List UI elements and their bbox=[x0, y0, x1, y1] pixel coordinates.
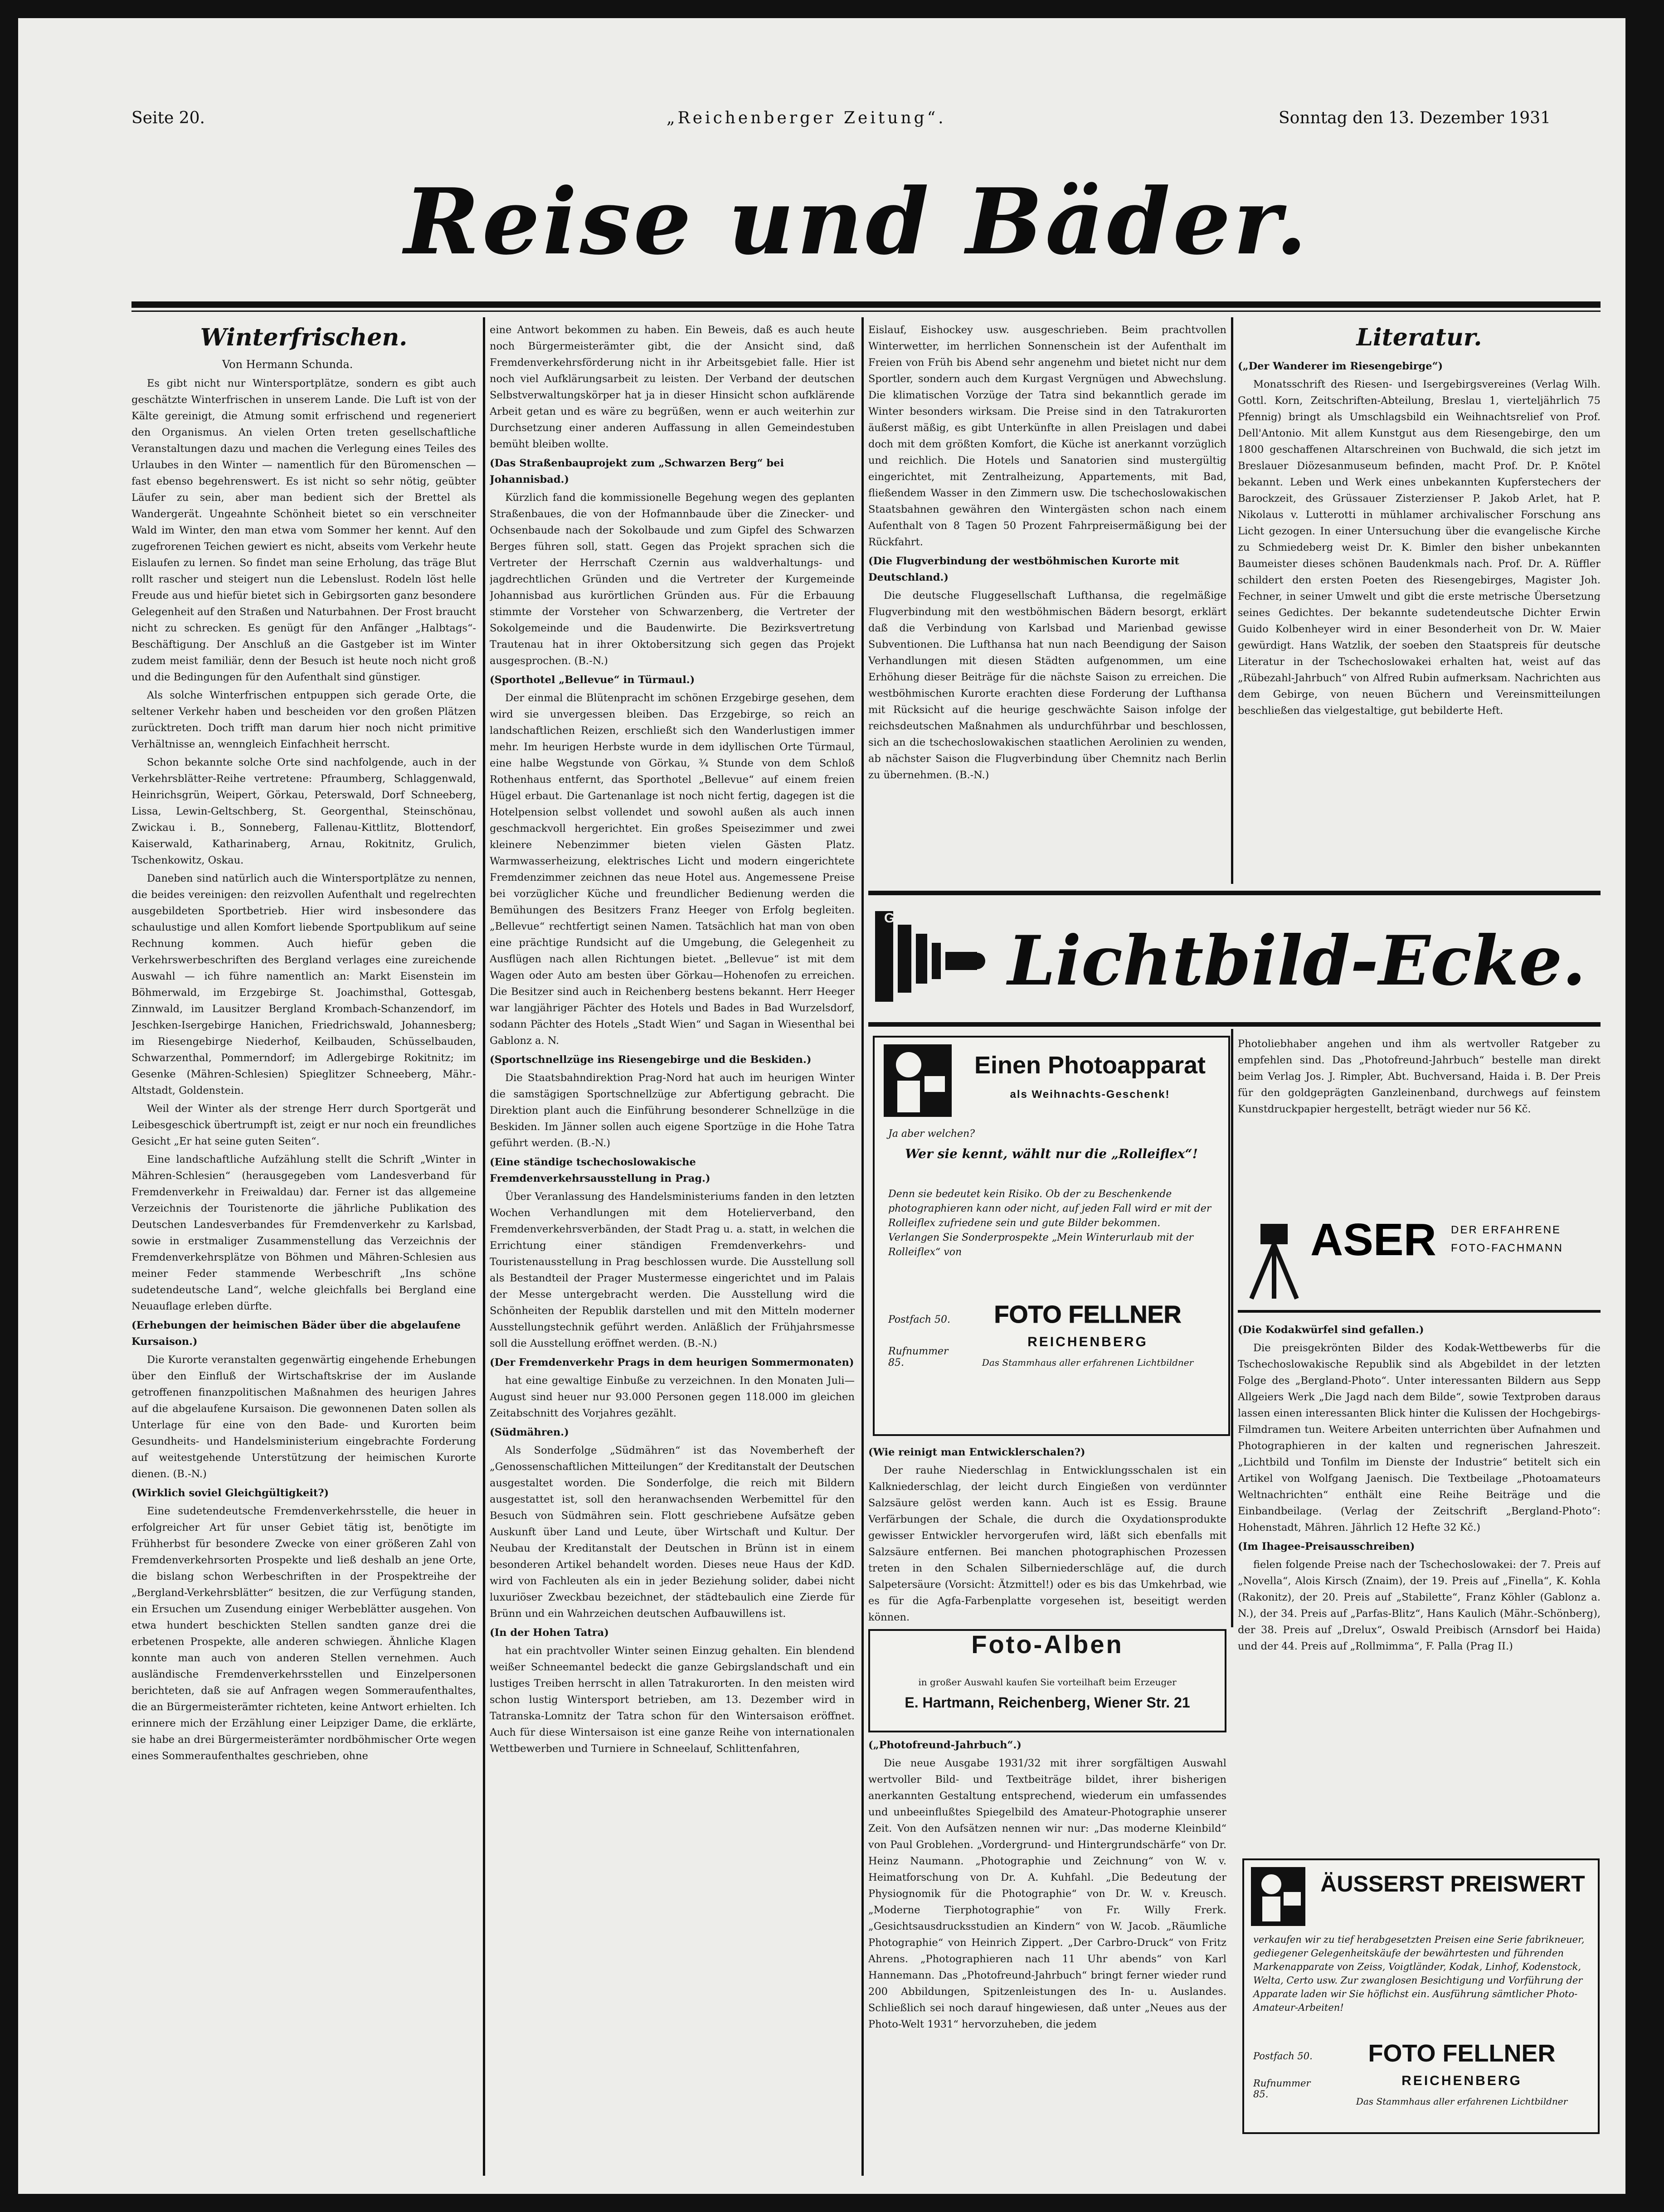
newspaper-page bbox=[18, 18, 1625, 2194]
paragraph: Weil der Winter als der strenge Herr durch Sportgerät und Leibesgeschick übertrumpft ist, zeigt er nur noch ein freundliches Gesicht „Er hat seine guten Seiten“. bbox=[131, 1103, 476, 1147]
paragraph: Die Kurorte veranstalten gegenwärtig eingehende Erhebungen über den Einfluß der Wirtschaftskrise der im Auslande getroffenen finanzpolitischen Maßnahmen des heurigen Jahres auf die abgelaufene Kursaison. Die gewonnenen Daten sollen als Unterlage für eine von den Bade- und Kurorten beim Gesundheits- und Handelsministerium eingebrachte Forderung auf weitestgehende Unterstützung der heimischen Kurorte dienen. (B.-N.) bbox=[131, 1354, 476, 1480]
column-divider bbox=[861, 317, 864, 2176]
subheading: („Der Wanderer im Riesengebirge“) bbox=[1238, 360, 1443, 372]
paragraph: Als solche Winterfrischen entpuppen sich gerade Orte, die seltener Verkehr haben und bescheiden vor den großen Plätzen zurücktreten. Doch trifft man darum hier noch nicht primitive Verhältnisse an, wenngleich Einfachheit herrscht. bbox=[131, 689, 476, 750]
lichtbild-column-right-top bbox=[1238, 1036, 1601, 1203]
article-author: Von Hermann Schunda. bbox=[222, 358, 353, 371]
paragraph: Eislauf, Eishockey usw. ausgeschrieben. Beim prachtvollen Winterwetter, im herrlichen Sonnenschein ist der Aufenthalt im Freien von Früh bis Abend sehr angenehm und bietet nicht nur dem Sportler, sondern auch dem Kurgast Vergnügen und Abwechslung. Die klimatischen Vorzüge der Tatra sind bekanntlich gerade im Winter besonders wirksam. Die Preise sind in den Tatrakurorten äußerst mäßig, es gibt Unterkünfte in allen Preislagen und dabei doch mit dem größten Komfort, die Küche ist anerkannt vorzüglich und reichlich. Die Hotels und Sanatorien sind mustergültig eingerichtet, mit Zentralheizung, Appartements, mit Bad, fließendem Wasser in den Zimmern usw. Die tschechoslowakischen Staatsbahnen gewähren den Wintergästen schon nach einem Aufenthalt von 8 Tagen 50 Prozent Fahrpreisermäßigung bei der Rückfahrt. bbox=[868, 324, 1226, 548]
aser-sub1: DER ERFAHRENE bbox=[1451, 1224, 1562, 1236]
paragraph: Eine landschaftliche Aufzählung stellt die Schrift „Winter in Mähren-Schlesien“ (herausgegeben vom Landesverband für Fremdenverkehr in Freiwaldau) dar. Ferner ist das allgemeine Verzeichnis der Touristenorte die jährliche Publikation des Deutschen Landesverbandes für Fremdenverkehr zu Karlsbad, sowie in erstmaliger Zusammenstellung das Verzeichnis der Fremdenverkehrsplätze von Böhmen und Mähren-Schlesien aus meiner Feder stammende Werbeschrift „Ins schöne sudetendeutsche Land“, welche gleichfalls bei Bergland eine Neuauflage erleben dürfte. bbox=[131, 1154, 476, 1312]
aser-name: ASER bbox=[1310, 1214, 1436, 1265]
paragraph: eine Antwort bekommen zu haben. Ein Beweis, daß es auch heute noch Bürgermeisterämter gibt, die der Ansicht sind, daß Fremdenverkehrsförderung nicht in ihr Arbeitsgebiet falle. Hier ist noch viel Aufklärungsarbeit zu leisten. Der Verband der deutschen Selbstverwaltungskörper hat ja in dieser Hinsicht schon aufklärende Arbeit getan und es wäre zu begrüßen, wenn er auch weiterhin zur Durchsetzung einer anderen Auffassung in allen Gemeindestuben bemüht bleiben wollte. bbox=[490, 324, 855, 450]
subheading: (Die Kodakwürfel sind gefallen.) bbox=[1238, 1324, 1424, 1336]
aser-ad bbox=[1238, 1206, 1601, 1313]
camera-icon bbox=[871, 902, 988, 1020]
subheading: (Die Flugverbindung der westböhmischen Kurorte mit Deutschland.) bbox=[868, 555, 1179, 583]
fellner-city: REICHENBERG bbox=[1401, 2073, 1522, 2088]
ad-line: Ja aber welchen? bbox=[888, 1128, 975, 1140]
issue-date: Sonntag den 13. Dezember 1931 bbox=[1279, 109, 1551, 127]
paragraph: Die neue Ausgabe 1931/32 mit ihrer sorgfältigen Auswahl wertvoller Bild- und Textbeiträge bildet, ihrer bisherigen anerkannten Gestaltung entsprechend, wiederum ein umfassendes und unbeeinflußtes Spiegelbild des Amateur-Photographie unserer Zeit. Von den Aufsätzen nennen wir nur: „Das moderne Kleinbild“ von Paul Groblehen. „Vordergrund- und Hintergrundschärfe“ von Dr. Heinz Naumann. „Photographie und Zeichnung“ von W. v. Heimatforschung von Dr. A. Kuhfahl. „Die Bedeutung der Physiognomik für die Photographie“ von Dr. W. v. Kreusch. „Moderne Tierphotographie“ von Fr. Willy Frerk. „Gesichtsausdrucksstudien an Kindern“ von W. Jacob. „Räumliche Photographie“ von Heinrich Zippert. „Der Carbro-Druck“ von Fritz Ahrens. „Photographieren nach 11 Uhr abends“ von Karl Hannemann. Das „Photofreund-Jahrbuch“ bringt ferner wieder rund 200 Abbildungen, Spitzenleistungen des In- u. Auslandes. Schließlich sei noch darauf hingewiesen, daß unter „Neues aus der Photo-Welt 1931“ hervorzuheben, die jedem bbox=[868, 1757, 1226, 2030]
lichtbild-column-right bbox=[1238, 1319, 1601, 1840]
tripod-icon bbox=[1242, 1210, 1306, 1301]
banner-rule-bottom bbox=[868, 1022, 1601, 1027]
subheading: (In der Hohen Tatra) bbox=[490, 1627, 609, 1639]
paragraph: Photoliebhaber angehen und ihm als wertvoller Ratgeber zu empfehlen sind. Das „Photofreund-Jahrbuch“ bestelle man direkt beim Verlag Jos. J. Rimpler, Abt. Buchversand, Haida i. B. Der Preis für den goldgeprägten Ganzleinenband, durchwegs auf feinstem Kunstdruckpapier hergestellt, beträgt wieder nur 56 Kč. bbox=[1238, 1038, 1601, 1115]
lichtbild-column-left bbox=[868, 1441, 1226, 2176]
paragraph: hat ein prachtvoller Winter seinen Einzug gehalten. Ein blendend weißer Schneemantel bedeckt die ganze Gebirgslandschaft und ein lustiges Treiben herrscht in allen Tatrakurorten. In den meisten wird schon lustig Wintersport betrieben, am 13. Dezember wird in Tatranska-Lomnitz der Tatra schon für den Wintersaison eröffnet. Auch für diese Wintersaison ist eine ganze Reihe von internationalen Wettbewerben und Turniere in Schneelauf, Schlittenfahren, bbox=[490, 1645, 855, 1755]
paragraph: Daneben sind natürlich auch die Wintersportplätze zu nennen, die beides vereinigen: den reizvollen Aufenthalt und regelrechten ausgebildeten Sportbetrieb. Hier wird insbesondere das schaulustige und allen Komfort liebende Sportpublikum auf seine Rechnung kommen. Auch hiefür geben die Verkehrswerbeschriften des Bergland verlages eine zureichende Auswahl — ich führe namentlich an: Markt Eisenstein im Böhmerwald, im Erzgebirge St. Joachimsthal, Gottesgab, Zinnwald, im Lausitzer Bergland Krombach-Schanzendorf, im Jeschken-Isergebirge Hanichen, Friedrichswald, Johannesberg; im Riesengebirge Niederhof, Keilbauden, Schüsselbauden, Schwarzenthal, Pommerndorf; im Adlergebirge Rokitnitz; im Gesenke (Mähren-Schlesien) Spieglitzer Schneeberg, Mähr.-Altstadt, Goldenstein. bbox=[131, 873, 476, 1096]
column-divider bbox=[1231, 1029, 1233, 1627]
preiswert-body: verkaufen wir zu tief herabgesetzten Preisen eine Serie fabrikneuer, gediegener Gelegenheitskäufe der bewährtesten und führenden Markenapparate von Zeiss, Voigtländer, Kodak, Linhof, Kodenstock, Welta, Certo usw. Zur zwanglosen Besichtigung und Vorführung der Apparate laden wir Sie höflichst ein. Ausführung sämtlicher Photo-Amateur-Arbeiten! bbox=[1253, 1934, 1585, 2013]
foto-fellner-ad bbox=[873, 1036, 1230, 1436]
fellner-tagline: Das Stammhaus aller erfahrenen Lichtbildner bbox=[1356, 2096, 1568, 2107]
subheading: (Im Ihagee-Preisausschreiben) bbox=[1238, 1541, 1415, 1552]
ad-phone: Rufnummer 85. bbox=[1253, 2078, 1311, 2100]
literature-title: Literatur. bbox=[1356, 324, 1482, 351]
subheading: (Das Straßenbauprojekt zum „Schwarzen Berg“ bei Johannisbad.) bbox=[490, 457, 784, 485]
subheading: (Der Fremdenverkehr Prags in dem heurigen Sommermonaten) bbox=[490, 1357, 854, 1368]
fellner-city: REICHENBERG bbox=[1027, 1334, 1148, 1349]
paragraph: Es gibt nicht nur Wintersportplätze, sondern es gibt auch geschätzte Winterfrischen in unserem Lande. Die Luft ist von der Kälte gereinigt, die Atmung somit erfrischend und regeneriert den Organismus. An vielen Orten treten gesellschaftliche Veranstaltungen dazu und machen die Verlegung eines Teiles des Urlaubes in den Winter — namentlich für den Büromenschen — fast ebenso begehrenswert. Es ist nicht so sehr nötig, geübter Läufer zu sein, aber man bedient sich der Brettel als Wandergerät. Ungeahnte Schönheit bietet so ein verschneiter Wald im Winter, den man etwa vom Sommer her kennt. Auf den zugefrorenen Teichen gewiert es nicht, abseits vom Verkehr heute Eislaufen zu lernen. So findet man seine Erholung, das träge Blut rollt rascher und steigert nun die Lebenslust. Rodeln löst helle Freude aus und hiefür bietet sich in Gebirgsorten ganz besondere Gelegenheit auf den Straßen und Naturbahnen. Der Frost braucht nicht zu schrecken. Es genügt für den Anfänger „Halbtags“-Beschäftigung. Der Anschluß an die Gastgeber ist im Winter zudem meist familiär, denn der Besuch ist heute noch nicht groß und die Bedingungen für den Aufenthalt sind günstiger. bbox=[131, 378, 476, 683]
section-masthead: Reise und Bäder. bbox=[404, 169, 1310, 275]
paper-name: „Reichenberger Zeitung“. bbox=[667, 109, 946, 127]
paragraph: Schon bekannte solche Orte sind nachfolgende, auch in der Verkehrsblätter-Reihe vertretene: Pfraumberg, Schlaggenwald, Heinrichsgrün, Weipert, Görkau, Peterswald, Dorf Schneeberg, Lissa, Lewin-Geltschberg, St. Georgenthal, Steinschönau, Zwickau i. B., Sonneberg, Fallenau-Kittlitz, Blottendorf, Kaiserwald, Katharinaberg, Arnau, Rokitnitz, Grulich, Tschenkowitz, Oskau. bbox=[131, 757, 476, 866]
preiswert-headline: ÄUSSERST PREISWERT bbox=[1320, 1871, 1585, 1897]
paragraph: Der einmal die Blütenpracht im schönen Erzgebirge gesehen, dem wird sie unvergessen bleiben. Das Erzgebirge, so reich an landschaftlichen Reizen, erschließt sich den Wanderlustigen immer mehr. Im heurigen Herbste wurde in dem idyllischen Orte Türmaul, eine halbe Wegstunde von Görkau, ¾ Stunde von dem Schloß Rothenhaus entfernt, das Sporthotel „Bellevue“ auf einem freien Hügel erbaut. Die Gartenanlage ist noch nicht fertig, dagegen ist die Hotelpension selbst vollendet und sowohl außen als auch innen geschmackvoll hergerichtet. Ein großes Speisezimmer und zwei kleinere Nebenzimmer bieten vielen Gästen Platz. Warmwasserheizung, elektrisches Licht und modern eingerichtete Fremdenzimmer zeichnen das neue Hotel aus. Angemessene Preise bei vorzüglicher Küche und freundlicher Bedienung werden die Bemühungen des Besitzers Franz Heeger von Erfolg begleiten. „Bellevue“ rechtfertigt seinen Namen. Tatsächlich hat man von oben eine prächtige Rundsicht auf die Umgebung, die Gelegenheit zu Ausflügen nach allen Richtungen bietet. „Bellevue“ ist mit dem Wagen oder Auto am besten über Görkau—Hohenofen zu erreichen. Die Besitzer sind auch in Reichenberg bestens bekannt. Herr Heeger war langjähriger Pächter des Hotels und Bades in Bad Wurzelsdorf, sodann Pächter des Hotels „Stadt Wien“ und Sagan in Wiesenthal bei Gablonz a. N. bbox=[490, 692, 855, 1047]
svg-text:G: G bbox=[884, 911, 895, 926]
paragraph: Die deutsche Fluggesellschaft Lufthansa, die regelmäßige Flugverbindung mit den westböhmischen Bädern besorgt, erklärt daß die Verbindung von Karlsbad und Marienbad gewisse Subventionen. Die Lufthansa hat nun nach Beendigung der Saison Verhandlungen mit diesen Städten aufgenommen, um eine Erhöhung dieser Beiträge für die nächste Saison zu erreichen. Die westböhmischen Kurorte erachten diese Forderung der Lufthansa mit Rücksicht auf die heurige geschwächte Saison infolge der reichsdeutschen Maßnahmen als undurchführbar und beschlossen, sich an die tschechoslowakischen staatlichen Aerolinien zu wenden, ab nächster Saison die Flugverbindung über Chemnitz nach Berlin zu übernehmen. (B.-N.) bbox=[868, 590, 1226, 781]
article-column-1 bbox=[131, 322, 476, 2176]
column-divider bbox=[483, 317, 485, 2176]
fotoalben-title: Foto-Alben bbox=[971, 1630, 1124, 1659]
photographer-icon bbox=[1251, 1867, 1305, 1926]
literature-column bbox=[1238, 322, 1601, 884]
ad-subheadline: als Weihnachts-Geschenk! bbox=[1010, 1088, 1170, 1101]
ad-phone: Rufnummer 85. bbox=[888, 1346, 949, 1368]
ad-body: Denn sie bedeutet kein Risiko. Ob der zu Beschenkende photographieren kann oder nicht, auf jeden Fall wird er mit der Rolleiflex zufriedene sein und gute Bilder bekommen. Verlangen Sie Sonderprospekte „Mein Winterurlaub mit der Rolleiflex“ von bbox=[888, 1188, 1212, 1258]
page-number: Seite 20. bbox=[131, 109, 205, 127]
fellner-logo: FOTO FELLNER bbox=[1368, 2040, 1556, 2067]
subheading: (Eine ständige tschechoslowakische Fremdenverkehrsausstellung in Prag.) bbox=[490, 1156, 710, 1184]
foto-alben-ad bbox=[868, 1629, 1226, 1732]
column-divider bbox=[1231, 317, 1233, 884]
paragraph: fielen folgende Preise nach der Tschechoslowakei: der 7. Preis auf „Novella“, Alois Kirsch (Znaim), der 19. Preis auf „Finella“, K. Kohla (Rakonitz), der 20. Preis auf „Stabilette“, Franz Köhler (Gablonz a. N.), der 34. Preis auf „Parfas-Blitz“, Hans Kaulich (Mähr.-Schönberg), der 38. Preis auf „Drelux“, Oswald Preibisch (Arnsdorf bei Haida) und der 44. Preis auf „Rollmimma“, F. Palla (Prag II.) bbox=[1238, 1559, 1601, 1652]
article-column-2 bbox=[490, 322, 855, 2176]
paragraph: Die preisgekrönten Bilder des Kodak-Wettbewerbs für die Tschechoslowakische Republik sind als Abgebildet in der letzten Folge des „Bergland-Photo“. Unter interessanten Bildern aus Sepp Allgeiers Werk „Die Jagd nach dem Bilde“, sowie Textproben daraus lassen einen interessanten Blick hinter die Kulissen der Hochgebirgs-Filmdramen tun. Weitere Arbeiten unterrichten über Aufnahmen und Photographieren in der kalten und regnerischen Jahreszeit. „Lichtbild und Tonfilm im Dienste der Industrie“ betitelt sich ein Artikel von Wolfgang Jaenisch. Die Textbeilage „Photoamateurs Weltnachrichten“ enthält eine Reihe Beiträge und die Einbandbeilage. (Verlag der Zeitschrift „Bergland-Photo“: Hohenstadt, Mähren. Jährlich 12 Hefte 32 Kč.) bbox=[1238, 1342, 1601, 1533]
foto-fellner-ad-preiswert bbox=[1242, 1858, 1600, 2134]
ad-postfach: Postfach 50. bbox=[1253, 2051, 1313, 2062]
subheading: (Sporthotel „Bellevue“ in Türmaul.) bbox=[490, 674, 695, 686]
article-title: Winterfrischen. bbox=[200, 324, 408, 351]
ad-postfach: Postfach 50. bbox=[888, 1314, 951, 1325]
paragraph: Eine sudetendeutsche Fremdenverkehrsstelle, die heuer in erfolgreicher Art für unser Gebiet tätig ist, benötigte im Frühherbst für besondere Zwecke von einer größeren Zahl von Fremdenverkehrsorten Prospekte und ließ deshalb an jene Orte, die bislang schon Werbeschriften in der Prospektreihe der „Bergland-Verkehrsblätter“ besitzen, die zur Verfügung standen, ein Ersuchen um Zusendung einiger Werbeblätter ausgehen. Von etwa hundert beschickten Stellen sandten ganze drei die erbetenen Prospekte, alle anderen schwiegen. Ähnliche Klagen konnte man auch von anderen Stellen vernehmen. Auch ausländische Fremdenverkehrsstellen und Einzelpersonen berichteten, daß sie auf Anfragen wegen Sommeraufenthaltes, die an Bürgermeisterämter richteten, keine Antwort erhielten. Ich erinnere mich der Erzählung einer Leipziger Dame, die erklärte, sie habe an drei Bürgermeisterämter nordböhmischer Orte wegen eines Sommeraufenthaltes geschrieben, ohne bbox=[131, 1505, 476, 1762]
subheading: (Sportschnellzüge ins Riesengebirge und die Beskiden.) bbox=[490, 1054, 812, 1066]
masthead-rule bbox=[131, 301, 1601, 308]
fotoalben-sub: in großer Auswahl kaufen Sie vorteilhaft beim Erzeuger bbox=[918, 1677, 1177, 1688]
article-column-3 bbox=[868, 322, 1226, 884]
subheading: (Südmähren.) bbox=[490, 1426, 569, 1438]
banner-rule-top bbox=[868, 891, 1601, 895]
fellner-logo: FOTO FELLNER bbox=[994, 1301, 1182, 1328]
subheading: („Photofreund-Jahrbuch“.) bbox=[868, 1739, 1022, 1751]
paragraph: Über Veranlassung des Handelsministeriums fanden in den letzten Wochen Verhandlungen mit dem Hotelierverband, den Fremdenverkehrsverbänden, der Stadt Prag u. a. statt, in welchen die Errichtung einer ständigen Fremdenverkehrs- und Touristenausstellung in Prag beschlossen wurde. Die Ausstellung soll als Bestandteil der Prager Mustermesse eingerichtet und im Palais der Messe untergebracht werden. Die Ausstellung wird die Schönheiten der Republik darstellen und mit den Mitteln moderner Ausstellungstechnik geführt werden. Anläßlich der Frühjahrsmesse soll die Ausstellung eröffnet werden. (B.-N.) bbox=[490, 1191, 855, 1349]
masthead-thin-rule bbox=[131, 310, 1601, 312]
aser-sub2: FOTO-FACHMANN bbox=[1451, 1242, 1563, 1254]
subheading: (Erhebungen der heimischen Bäder über die abgelaufene Kursaison.) bbox=[131, 1319, 461, 1348]
paragraph: Der rauhe Niederschlag in Entwicklungsschalen ist ein Kalkniederschlag, der leicht durch Eingießen von verdünnter Salzsäure gelöst werden kann. Auch ist es Essig. Braune Verfärbungen der Schale, die durch die Oxydationsprodukte gewisser Entwickler hervorgerufen wird, läßt sich ebenfalls mit Salzsäure entfernen. Bei manchen photographischen Prozessen treten in den Schalen Silberniederschläge auf, die durch Salpetersäure (Vorsicht: Ätzmittel!) oder es bis das Umkehrbad, wie es für die Agfa-Farbenplatte vorgesehen ist, beseitigt werden können. bbox=[868, 1465, 1226, 1623]
subheading: (Wirklich soviel Gleichgültigkeit?) bbox=[131, 1487, 329, 1499]
ad-slogan: Wer sie kennt, wählt nur die „Rolleiflex“! bbox=[905, 1146, 1198, 1161]
paragraph: Monatsschrift des Riesen- und Isergebirgsvereines (Verlag Wilh. Gottl. Korn, Zeitschriften-Abteilung, Breslau 1, vierteljährlich 75 Pfennig) bringt als Umschlagsbild ein Weihnachtsrelief von Prof. Dell'Antonio. Mit allem Kunstgut aus dem Riesengebirge, den um 1800 geschaffenen Altarschreinen von Buchwald, die sich jetzt im Breslauer Diözesanmuseum befinden, macht Prof. Dr. P. Knötel bekannt. Leben und Werk eines unbekannten Kupferstechers der Barockzeit, des Grüssauer Zisterzienser P. Jakob Arlet, hat P. Nikolaus v. Lutterotti in mühlamer archivalischer Forschung ans Licht gezogen. In einer Untersuchung über die evangelische Kirche zu Schmiedeberg weist Dr. K. Bimler den bisher unbekannten Baumeister dieses schönen Baudenkmals nach. Prof. Dr. A. Rüffler schildert den ersten Poeten des Riesengebirges, Magister Joh. Fechner, in seiner Umwelt und gibt die erste metrische Übersetzung seines Gedichtes. Der bekannte sudetendeutsche Dichter Erwin Guido Kolbenheyer wird in einer Besonderheit von Dr. W. Maier gewürdigt. Hans Watzlik, der soeben den Staatspreis für deutsche Literatur in der Tschechoslowakei erhalten hat, weist auf das „Rübezahl-Jahrbuch“ von Alfred Rubin aufmerksam. Nachrichten aus dem Gebirge, von neuen Büchern und Vereinsmitteilungen beschließen das vielgestaltige, gut bebilderte Heft. bbox=[1238, 378, 1601, 717]
fellner-tagline: Das Stammhaus aller erfahrenen Lichtbildner bbox=[982, 1357, 1194, 1368]
fotoalben-firm: E. Hartmann, Reichenberg, Wiener Str. 21 bbox=[905, 1694, 1190, 1711]
subheading: (Wie reinigt man Entwicklerschalen?) bbox=[868, 1446, 1085, 1458]
paragraph: Die Staatsbahndirektion Prag-Nord hat auch im heurigen Winter die samstägigen Sportschnellzüge zur Abfertigung gebracht. Die Direktion plant auch die Einführung besonderer Schnellzüge in die Beskiden. Im Jänner sollen auch eigene Sportzüge in die Hohe Tatra geführt werden. (B.-N.) bbox=[490, 1072, 855, 1149]
ad-headline: Einen Photoapparat bbox=[974, 1052, 1206, 1079]
lichtbild-title: Lichtbild-Ecke. bbox=[1007, 921, 1586, 1001]
paragraph: Kürzlich fand die kommissionelle Begehung wegen des geplanten Straßenbaues, die von der Hofmannbaude über die Zinecker- und Ochsenbaude nach der Sokolbaude und zum Gipfel des Schwarzen Berges führen soll, statt. Gegen das Projekt sprachen sich die Vertreter der Herrschaft Czernin aus waldverhaltungs- und jagdrechtlichen Gründen und die Vertreter der Kurgemeinde Johannisbad aus kurörtlichen Gründen aus. Für die Erbauung stimmte der Vorsteher von Schwarzenberg, die Vertreter der Sokolgemeinde und die Baudenwirte. Die Bezirksvertretung Trautenau hat in ihrer Oktobersitzung sich gegen das Projekt ausgesprochen. (B.-N.) bbox=[490, 492, 855, 667]
paragraph: Als Sonderfolge „Südmähren“ ist das Novemberheft der „Genossenschaftlichen Mitteilungen“ der Kreditanstalt der Deutschen ausgestaltet worden. Die Sonderfolge, die reich mit Bildern ausgestattet ist, soll den heranwachsenden Werbemittel für den Besuch von Südmähren sein. Flott geschriebene Aufsätze geben Auskunft über Land und Leute, über Wirtschaft und Kultur. Der Neubau der Kreditanstalt der Deutschen in Brünn ist in einem besonderen Artikel behandelt worden. Dieses neue Haus der KdD. wird von Fachleuten als ein in jeder Beziehung solider, dabei nicht luxuriöser Zweckbau bezeichnet, der städtebaulich eine Zierde für Brünn und ein Wahrzeichen deutschen Aufbauwillens ist. bbox=[490, 1445, 855, 1620]
photographer-icon bbox=[884, 1044, 952, 1117]
paragraph: hat eine gewaltige Einbuße zu verzeichnen. In den Monaten Juli—August sind heuer nur 93.000 Personen gegen 118.000 im gleichen Zeitabschnitt des Vorjahres gezählt. bbox=[490, 1375, 855, 1419]
